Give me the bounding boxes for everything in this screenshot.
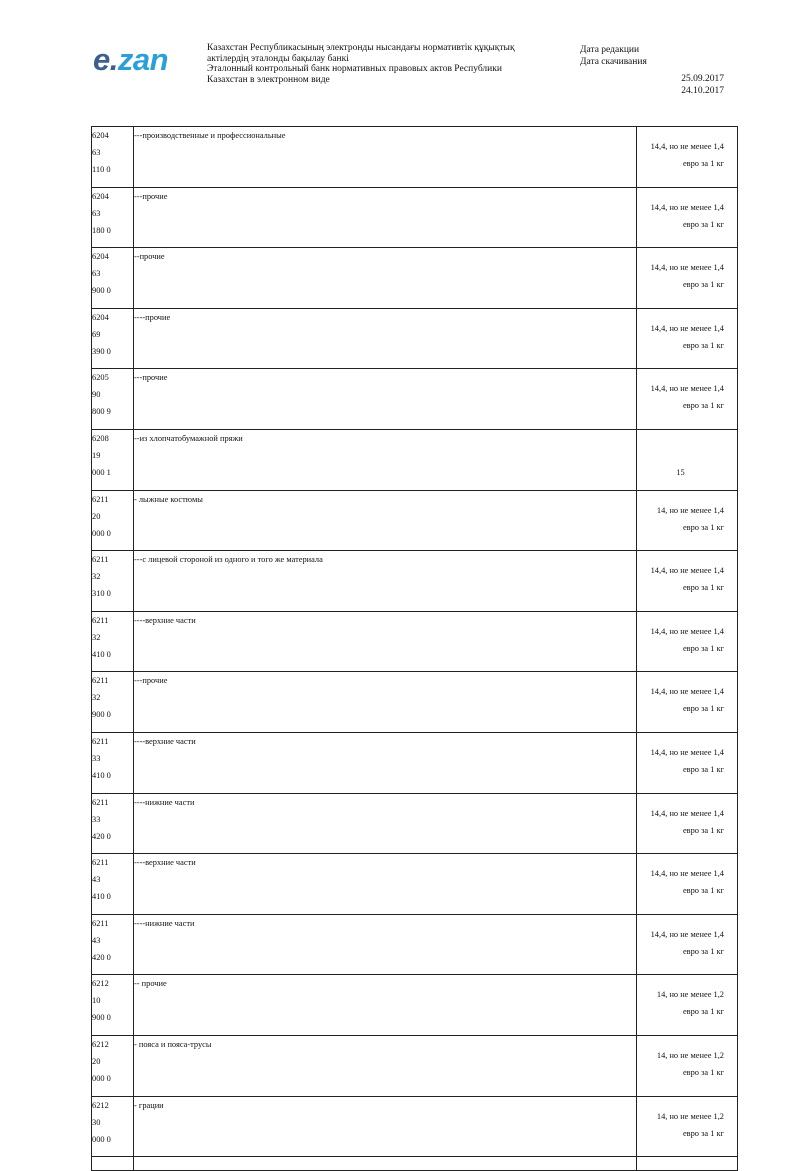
date-values [681,73,724,97]
hs-code-cell [92,369,134,430]
hs-code-part: 900 0 [92,1013,111,1023]
hs-code-part: 110 0 [92,165,111,174]
hs-code-cell [92,732,134,793]
hs-code-part: 000 0 [92,1073,111,1083]
duty-rate-line: евро за 1 кг [682,764,724,774]
description-cell [134,793,637,854]
goods-description: -- прочие [134,979,167,989]
goods-description: - грации [134,1100,164,1110]
download-date: 24.10.2017 [681,86,724,96]
goods-description: ----верхние части [134,615,196,625]
empty-cell [637,1157,738,1171]
logo-dot: . [109,42,118,77]
hs-code-part: 390 0 [92,346,111,356]
table-row [92,308,738,369]
duty-rate-cell [637,732,738,793]
duty-rate-cell [637,975,738,1036]
hs-code-part: 20 [92,511,101,521]
table-row [92,127,738,188]
hs-code-cell [92,611,134,672]
hs-code-cell [92,1096,134,1157]
goods-description: ----прочие [134,312,171,322]
hs-code-part: 6211 [92,797,109,807]
source-line-ru-2: Казахстан в электронном виде [207,74,330,85]
hs-code-part: 33 [92,814,101,824]
hs-code-cell [92,672,134,733]
table-row [92,854,738,915]
hs-code-part: 43 [92,875,101,885]
duty-rate-line: 15 [676,467,685,477]
hs-code-cell [92,490,134,551]
table-row [92,793,738,854]
duty-rate-line: евро за 1 кг [682,219,724,229]
duty-rate-line: евро за 1 кг [682,1007,724,1017]
duty-rate-line: евро за 1 кг [682,159,724,168]
hs-code-part: 43 [92,935,101,945]
hs-code-part: 6204 [92,131,109,140]
description-cell [134,611,637,672]
empty-table-row [92,1157,738,1171]
goods-description: ----нижние части [134,918,195,928]
description-cell [134,854,637,915]
description-cell [134,975,637,1036]
description-cell [134,369,637,430]
download-date-label: Дата скачивания [580,56,647,67]
hs-code-part: 32 [92,632,101,642]
duty-rate-line: 14,4, но не менее 1,4 [650,626,724,636]
description-cell [134,672,637,733]
duty-rate-line: 14,4, но не менее 1,4 [650,929,724,939]
hs-code-part: 6211 [92,615,109,625]
duty-rate-line: 14,4, но не менее 1,4 [650,384,724,394]
hs-code-part: 6205 [92,373,109,383]
duty-rate-cell [637,187,738,248]
hs-code-part: 6212 [92,1039,109,1049]
table-row [92,248,738,309]
duty-rate-line: евро за 1 кг [682,946,724,956]
duty-rate-line: 14,4, но не менее 1,4 [650,263,724,273]
duty-rate-cell [637,551,738,612]
duty-rate-cell [637,672,738,733]
ezan-logo [93,44,168,75]
hs-code-part: 63 [92,208,101,218]
duty-rate-line: евро за 1 кг [682,340,724,350]
duty-rate-line: евро за 1 кг [682,1128,724,1138]
hs-code-part: 6211 [92,736,109,746]
goods-description: ---прочие [134,373,168,383]
date-labels [580,45,647,68]
duty-rate-line: 14,4, но не менее 1,4 [650,687,724,697]
table-row [92,611,738,672]
source-line-kz-2: актілердің эталонды бақылау банкі [207,53,349,64]
hs-code-part: 180 0 [92,225,111,235]
description-cell [134,551,637,612]
duty-rate-line: евро за 1 кг [682,1067,724,1077]
duty-rate-cell [637,854,738,915]
description-cell [134,1035,637,1096]
duty-rate-cell [637,611,738,672]
empty-cell [92,1157,134,1171]
hs-code-part: 6211 [92,858,109,868]
goods-description: ---с лицевой стороной из одного и того же материала [134,555,323,565]
description-cell [134,127,637,188]
document-source-title [207,43,557,85]
hs-code-part: 6211 [92,494,109,504]
hs-code-part: 420 0 [92,952,111,962]
hs-code-part: 19 [92,450,101,460]
hs-code-cell [92,187,134,248]
duty-rate-line: евро за 1 кг [682,280,724,290]
hs-code-part: 800 9 [92,407,111,417]
duty-rate-line: 14,4, но не менее 1,4 [650,747,724,757]
goods-description: ----нижние части [134,797,195,807]
hs-code-part: 6211 [92,555,109,565]
hs-code-part: 6211 [92,676,109,686]
description-cell [134,308,637,369]
hs-code-part: 63 [92,269,101,279]
duty-rate-line: 14,4, но не менее 1,4 [650,142,724,151]
goods-description: ---прочие [134,676,168,686]
duty-rate-line: евро за 1 кг [682,886,724,896]
duty-rate-line: 14,4, но не менее 1,4 [650,323,724,333]
empty-cell [134,1157,637,1171]
duty-rate-line: евро за 1 кг [682,643,724,653]
goods-description: ----верхние части [134,858,196,868]
hs-code-part: 6212 [92,1100,109,1110]
logo-e: e [93,42,110,77]
hs-code-cell [92,1035,134,1096]
goods-description: - пояса и пояса-трусы [134,1039,212,1049]
duty-rate-cell [637,369,738,430]
hs-code-part: 90 [92,390,101,400]
duty-rate-cell [637,1096,738,1157]
duty-rate-cell [637,1035,738,1096]
duty-rate-line: евро за 1 кг [682,583,724,593]
hs-code-part: 420 0 [92,831,111,841]
hs-code-part: 30 [92,1117,101,1127]
goods-description: ---производственные и профессиональные [134,131,286,140]
duty-rate-line: евро за 1 кг [682,704,724,714]
duty-rate-line: 14, но не менее 1,2 [656,1050,724,1060]
hs-code-cell [92,429,134,490]
goods-description: ----верхние части [134,736,196,746]
hs-code-part: 410 0 [92,649,111,659]
goods-description: - лыжные костюмы [134,494,203,504]
hs-code-part: 410 0 [92,770,111,780]
duty-rate-cell [637,127,738,188]
hs-code-cell [92,793,134,854]
description-cell [134,429,637,490]
tariff-table-body [92,127,738,1171]
duty-rate-line: 14, но не менее 1,2 [656,990,724,1000]
table-row [92,551,738,612]
duty-rate-cell [637,490,738,551]
duty-rate-cell [637,248,738,309]
hs-code-part: 63 [92,148,101,157]
hs-code-part: 6208 [92,433,109,443]
hs-code-part: 6204 [92,252,109,262]
duty-rate-cell [637,914,738,975]
hs-code-part: 6212 [92,979,109,989]
duty-rate-line: 14,4, но не менее 1,4 [650,202,724,212]
goods-description: ---прочие [134,191,168,201]
table-row [92,369,738,430]
hs-code-part: 900 0 [92,286,111,296]
description-cell [134,732,637,793]
duty-rate-cell [637,429,738,490]
duty-rate-line: 14, но не менее 1,2 [656,1111,724,1121]
duty-rate-line: евро за 1 кг [682,825,724,835]
hs-code-part: 6211 [92,918,109,928]
description-cell [134,187,637,248]
hs-code-part: 000 0 [92,528,111,538]
hs-code-part: 000 0 [92,1134,111,1144]
hs-code-part: 32 [92,693,101,703]
hs-code-cell [92,914,134,975]
goods-description: --из хлопчатобумажной пряжи [134,433,243,443]
hs-code-cell [92,308,134,369]
goods-description: --прочие [134,252,165,262]
table-row [92,975,738,1036]
duty-rate-cell [637,308,738,369]
duty-rate-line: 14,4, но не менее 1,4 [650,566,724,576]
description-cell [134,490,637,551]
hs-code-part: 900 0 [92,710,111,720]
logo-zan: zan [117,42,169,77]
hs-code-cell [92,127,134,188]
hs-code-part: 000 1 [92,467,111,477]
hs-code-part: 69 [92,329,101,339]
table-row [92,490,738,551]
table-row [92,1035,738,1096]
hs-code-part: 20 [92,1056,101,1066]
duty-rate-line: евро за 1 кг [682,522,724,532]
table-row [92,187,738,248]
duty-rate-line: 14, но не менее 1,4 [656,505,724,515]
table-row [92,732,738,793]
hs-code-cell [92,248,134,309]
table-row [92,1096,738,1157]
hs-code-part: 10 [92,996,101,1006]
tariff-table [91,126,738,1171]
hs-code-part: 410 0 [92,892,111,902]
table-row [92,672,738,733]
description-cell [134,914,637,975]
hs-code-part: 6204 [92,312,109,322]
hs-code-cell [92,975,134,1036]
hs-code-part: 310 0 [92,589,111,599]
hs-code-part: 6204 [92,191,109,201]
hs-code-part: 32 [92,572,101,582]
hs-code-part: 33 [92,753,101,763]
duty-rate-line: евро за 1 кг [682,401,724,411]
description-cell [134,248,637,309]
duty-rate-line: 14,4, но не менее 1,4 [650,808,724,818]
source-line-kz-1: Казахстан Республикасының электронды нысандағы нормативтік құқықтық [207,43,515,53]
table-row [92,429,738,490]
duty-rate-line: 14,4, но не менее 1,4 [650,869,724,879]
source-line-ru-1: Эталонный контрольный банк нормативных правовых актов Республики [207,64,502,75]
edition-date-label: Дата редакции [580,45,640,55]
table-row [92,914,738,975]
edition-date: 25.09.2017 [681,74,724,84]
description-cell [134,1096,637,1157]
hs-code-cell [92,551,134,612]
duty-rate-cell [637,793,738,854]
hs-code-cell [92,854,134,915]
